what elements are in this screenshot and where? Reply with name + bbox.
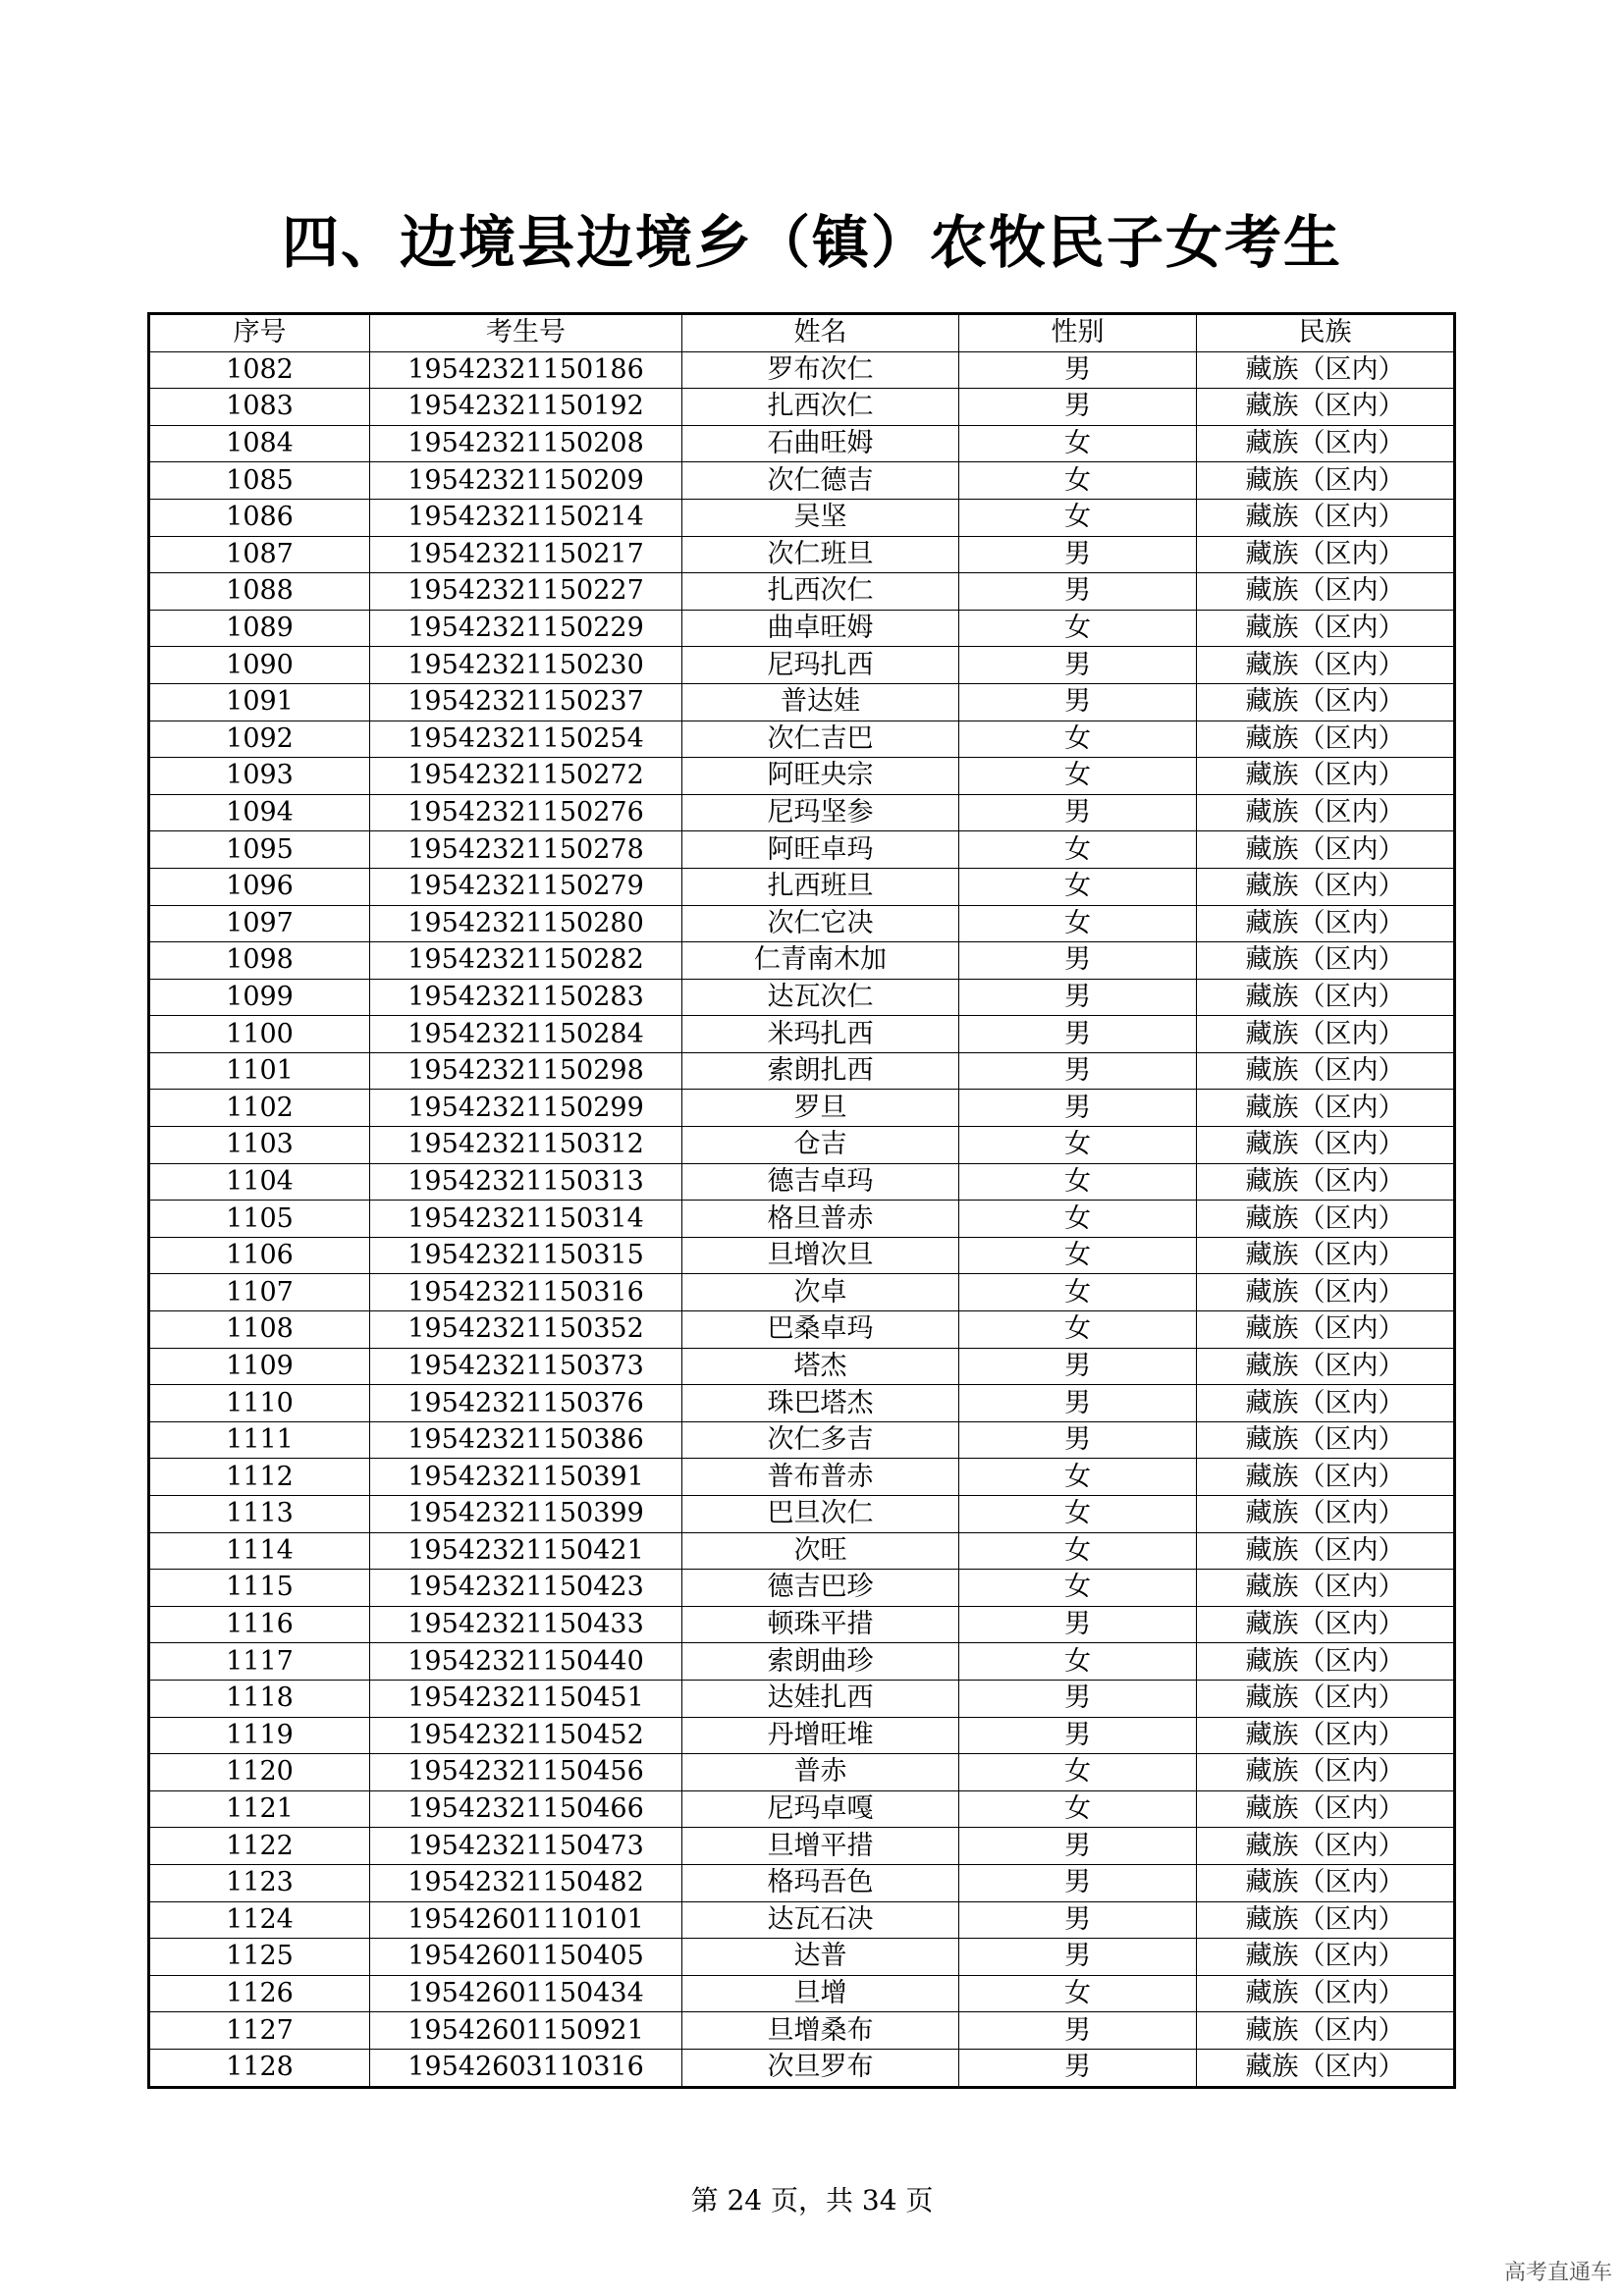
cell-ethnicity: 藏族（区内） [1197, 499, 1455, 536]
cell-index: 1082 [149, 351, 370, 389]
cell-index: 1095 [149, 831, 370, 869]
cell-ethnicity: 藏族（区内） [1197, 647, 1455, 684]
cell-index: 1116 [149, 1606, 370, 1643]
cell-index: 1108 [149, 1311, 370, 1349]
cell-gender: 男 [959, 2012, 1197, 2050]
cell-candidate-number: 19542321150473 [370, 1828, 682, 1865]
cell-candidate-number: 19542321150316 [370, 1274, 682, 1311]
cell-name: 罗旦 [682, 1090, 959, 1127]
cell-name: 旦增桑布 [682, 2012, 959, 2050]
cell-index: 1099 [149, 979, 370, 1016]
cell-index: 1123 [149, 1864, 370, 1901]
table-row [149, 1421, 1455, 1459]
cell-ethnicity: 藏族（区内） [1197, 1127, 1455, 1164]
cell-candidate-number: 19542321150352 [370, 1311, 682, 1349]
cell-ethnicity: 藏族（区内） [1197, 868, 1455, 905]
cell-name: 丹增旺堆 [682, 1717, 959, 1754]
cell-index: 1107 [149, 1274, 370, 1311]
cell-candidate-number: 19542321150466 [370, 1790, 682, 1828]
table-row [149, 979, 1455, 1016]
table-row [149, 1385, 1455, 1422]
cell-candidate-number: 19542321150299 [370, 1090, 682, 1127]
cell-name: 达娃扎西 [682, 1680, 959, 1717]
candidate-table [147, 312, 1456, 2089]
cell-name: 石曲旺姆 [682, 425, 959, 462]
table-row [149, 1717, 1455, 1754]
cell-ethnicity: 藏族（区内） [1197, 425, 1455, 462]
cell-gender: 女 [959, 1201, 1197, 1238]
cell-name: 米玛扎西 [682, 1016, 959, 1053]
cell-candidate-number: 19542321150376 [370, 1385, 682, 1422]
header-name: 姓名 [682, 314, 959, 352]
cell-name: 阿旺央宗 [682, 758, 959, 795]
cell-candidate-number: 19542321150280 [370, 905, 682, 942]
header-ethnicity: 民族 [1197, 314, 1455, 352]
table-row [149, 1052, 1455, 1090]
cell-index: 1113 [149, 1496, 370, 1533]
header-index: 序号 [149, 314, 370, 352]
cell-candidate-number: 19542321150315 [370, 1237, 682, 1274]
cell-index: 1112 [149, 1459, 370, 1496]
table-row [149, 1016, 1455, 1053]
cell-gender: 男 [959, 1901, 1197, 1939]
table-row [149, 794, 1455, 831]
cell-ethnicity: 藏族（区内） [1197, 1274, 1455, 1311]
cell-gender: 女 [959, 1127, 1197, 1164]
cell-ethnicity: 藏族（区内） [1197, 1643, 1455, 1681]
cell-candidate-number: 19542321150208 [370, 425, 682, 462]
cell-name: 旦增平措 [682, 1828, 959, 1865]
table-body [149, 351, 1455, 2087]
cell-ethnicity: 藏族（区内） [1197, 979, 1455, 1016]
cell-name: 次仁吉巴 [682, 721, 959, 758]
table-row [149, 1163, 1455, 1201]
cell-candidate-number: 19542321150421 [370, 1532, 682, 1570]
cell-index: 1098 [149, 942, 370, 980]
cell-ethnicity: 藏族（区内） [1197, 1016, 1455, 1053]
cell-gender: 男 [959, 2049, 1197, 2087]
cell-gender: 男 [959, 979, 1197, 1016]
cell-index: 1100 [149, 1016, 370, 1053]
cell-gender: 女 [959, 425, 1197, 462]
cell-ethnicity: 藏族（区内） [1197, 610, 1455, 647]
cell-name: 巴桑卓玛 [682, 1311, 959, 1349]
cell-candidate-number: 19542321150391 [370, 1459, 682, 1496]
cell-name: 尼玛坚参 [682, 794, 959, 831]
cell-gender: 女 [959, 1311, 1197, 1349]
cell-name: 顿珠平措 [682, 1606, 959, 1643]
cell-name: 德吉巴珍 [682, 1570, 959, 1607]
cell-name: 达普 [682, 1939, 959, 1976]
cell-gender: 女 [959, 462, 1197, 500]
table-row [149, 683, 1455, 721]
cell-gender: 女 [959, 1975, 1197, 2012]
cell-ethnicity: 藏族（区内） [1197, 1237, 1455, 1274]
cell-index: 1090 [149, 647, 370, 684]
cell-name: 次仁它决 [682, 905, 959, 942]
cell-ethnicity: 藏族（区内） [1197, 2049, 1455, 2087]
cell-name: 普赤 [682, 1754, 959, 1791]
cell-index: 1103 [149, 1127, 370, 1164]
cell-candidate-number: 19542321150229 [370, 610, 682, 647]
cell-candidate-number: 19542321150373 [370, 1348, 682, 1385]
table-row [149, 425, 1455, 462]
cell-gender: 女 [959, 1790, 1197, 1828]
cell-index: 1124 [149, 1901, 370, 1939]
table-row [149, 942, 1455, 980]
cell-index: 1093 [149, 758, 370, 795]
cell-index: 1104 [149, 1163, 370, 1201]
cell-candidate-number: 19542321150278 [370, 831, 682, 869]
cell-gender: 女 [959, 1459, 1197, 1496]
cell-index: 1111 [149, 1421, 370, 1459]
cell-index: 1121 [149, 1790, 370, 1828]
table-row [149, 351, 1455, 389]
table-row [149, 831, 1455, 869]
cell-gender: 男 [959, 1939, 1197, 1976]
cell-name: 次仁德吉 [682, 462, 959, 500]
cell-gender: 女 [959, 1274, 1197, 1311]
cell-candidate-number: 19542321150276 [370, 794, 682, 831]
cell-gender: 女 [959, 1496, 1197, 1533]
page-title: 四、边境县边境乡（镇）农牧民子女考生 [281, 209, 1342, 276]
cell-index: 1110 [149, 1385, 370, 1422]
cell-ethnicity: 藏族（区内） [1197, 1052, 1455, 1090]
cell-candidate-number: 19542321150423 [370, 1570, 682, 1607]
cell-gender: 男 [959, 1828, 1197, 1865]
cell-candidate-number: 19542321150279 [370, 868, 682, 905]
cell-gender: 女 [959, 610, 1197, 647]
cell-gender: 女 [959, 1532, 1197, 1570]
table-row [149, 1901, 1455, 1939]
cell-name: 次卓 [682, 1274, 959, 1311]
table-row [149, 647, 1455, 684]
table-row [149, 1864, 1455, 1901]
table-header [149, 314, 1455, 352]
table-row [149, 1348, 1455, 1385]
cell-name: 普布普赤 [682, 1459, 959, 1496]
cell-candidate-number: 19542321150456 [370, 1754, 682, 1791]
cell-gender: 男 [959, 1016, 1197, 1053]
cell-index: 1125 [149, 1939, 370, 1976]
cell-index: 1122 [149, 1828, 370, 1865]
cell-index: 1115 [149, 1570, 370, 1607]
cell-candidate-number: 19542601150405 [370, 1939, 682, 1976]
cell-name: 扎西班旦 [682, 868, 959, 905]
cell-ethnicity: 藏族（区内） [1197, 1570, 1455, 1607]
cell-name: 次旦罗布 [682, 2049, 959, 2087]
cell-ethnicity: 藏族（区内） [1197, 1606, 1455, 1643]
cell-index: 1117 [149, 1643, 370, 1681]
cell-ethnicity: 藏族（区内） [1197, 794, 1455, 831]
cell-candidate-number: 19542321150186 [370, 351, 682, 389]
cell-ethnicity: 藏族（区内） [1197, 1090, 1455, 1127]
cell-candidate-number: 19542321150312 [370, 1127, 682, 1164]
cell-index: 1118 [149, 1680, 370, 1717]
table-row [149, 1975, 1455, 2012]
cell-gender: 女 [959, 758, 1197, 795]
cell-gender: 女 [959, 499, 1197, 536]
cell-candidate-number: 19542321150452 [370, 1717, 682, 1754]
page-footer: 第 24 页，共 34 页 [690, 2184, 934, 2216]
cell-ethnicity: 藏族（区内） [1197, 1532, 1455, 1570]
table-row [149, 499, 1455, 536]
cell-index: 1102 [149, 1090, 370, 1127]
cell-name: 扎西次仁 [682, 573, 959, 611]
cell-candidate-number: 19542321150214 [370, 499, 682, 536]
cell-ethnicity: 藏族（区内） [1197, 1201, 1455, 1238]
table-row [149, 389, 1455, 426]
cell-name: 德吉卓玛 [682, 1163, 959, 1201]
cell-ethnicity: 藏族（区内） [1197, 1828, 1455, 1865]
cell-gender: 男 [959, 1052, 1197, 1090]
cell-candidate-number: 19542321150298 [370, 1052, 682, 1090]
cell-ethnicity: 藏族（区内） [1197, 831, 1455, 869]
cell-ethnicity: 藏族（区内） [1197, 1754, 1455, 1791]
cell-index: 1106 [149, 1237, 370, 1274]
table-row [149, 1606, 1455, 1643]
cell-index: 1127 [149, 2012, 370, 2050]
table-row [149, 905, 1455, 942]
cell-gender: 男 [959, 647, 1197, 684]
cell-candidate-number: 19542321150386 [370, 1421, 682, 1459]
cell-ethnicity: 藏族（区内） [1197, 1717, 1455, 1754]
cell-name: 尼玛扎西 [682, 647, 959, 684]
cell-gender: 男 [959, 683, 1197, 721]
cell-ethnicity: 藏族（区内） [1197, 536, 1455, 573]
header-gender: 性别 [959, 314, 1197, 352]
table-row [149, 1311, 1455, 1349]
cell-index: 1119 [149, 1717, 370, 1754]
table-row [149, 1680, 1455, 1717]
cell-ethnicity: 藏族（区内） [1197, 721, 1455, 758]
table-row [149, 1939, 1455, 1976]
table-row [149, 1828, 1455, 1865]
cell-name: 次仁班旦 [682, 536, 959, 573]
table-row [149, 2049, 1455, 2087]
cell-candidate-number: 19542601150921 [370, 2012, 682, 2050]
cell-name: 曲卓旺姆 [682, 610, 959, 647]
cell-name: 索朗扎西 [682, 1052, 959, 1090]
cell-name: 次旺 [682, 1532, 959, 1570]
cell-gender: 男 [959, 536, 1197, 573]
watermark: 高考直通车 [1503, 2261, 1612, 2285]
cell-ethnicity: 藏族（区内） [1197, 389, 1455, 426]
cell-candidate-number: 19542321150482 [370, 1864, 682, 1901]
table-row [149, 1237, 1455, 1274]
cell-candidate-number: 19542321150451 [370, 1680, 682, 1717]
cell-ethnicity: 藏族（区内） [1197, 942, 1455, 980]
cell-candidate-number: 19542321150399 [370, 1496, 682, 1533]
cell-name: 吴坚 [682, 499, 959, 536]
cell-name: 索朗曲珍 [682, 1643, 959, 1681]
table-row [149, 610, 1455, 647]
cell-gender: 女 [959, 1754, 1197, 1791]
cell-ethnicity: 藏族（区内） [1197, 462, 1455, 500]
cell-index: 1097 [149, 905, 370, 942]
cell-ethnicity: 藏族（区内） [1197, 1421, 1455, 1459]
cell-candidate-number: 19542321150227 [370, 573, 682, 611]
header-candidate-number: 考生号 [370, 314, 682, 352]
cell-index: 1083 [149, 389, 370, 426]
cell-index: 1084 [149, 425, 370, 462]
cell-candidate-number: 19542601150434 [370, 1975, 682, 2012]
cell-index: 1114 [149, 1532, 370, 1570]
table-row [149, 1532, 1455, 1570]
cell-gender: 男 [959, 794, 1197, 831]
cell-gender: 男 [959, 1348, 1197, 1385]
cell-name: 塔杰 [682, 1348, 959, 1385]
table-row [149, 1459, 1455, 1496]
cell-candidate-number: 19542321150192 [370, 389, 682, 426]
cell-ethnicity: 藏族（区内） [1197, 1459, 1455, 1496]
cell-candidate-number: 19542321150237 [370, 683, 682, 721]
cell-gender: 男 [959, 1864, 1197, 1901]
cell-gender: 男 [959, 1385, 1197, 1422]
cell-candidate-number: 19542321150217 [370, 536, 682, 573]
table-row [149, 758, 1455, 795]
cell-name: 格玛吾色 [682, 1864, 959, 1901]
cell-index: 1085 [149, 462, 370, 500]
cell-gender: 女 [959, 721, 1197, 758]
cell-index: 1096 [149, 868, 370, 905]
table-row [149, 573, 1455, 611]
cell-candidate-number: 19542321150433 [370, 1606, 682, 1643]
cell-index: 1120 [149, 1754, 370, 1791]
cell-ethnicity: 藏族（区内） [1197, 1975, 1455, 2012]
cell-gender: 女 [959, 831, 1197, 869]
cell-candidate-number: 19542321150440 [370, 1643, 682, 1681]
cell-name: 旦增次旦 [682, 1237, 959, 1274]
cell-ethnicity: 藏族（区内） [1197, 1901, 1455, 1939]
cell-candidate-number: 19542321150313 [370, 1163, 682, 1201]
cell-ethnicity: 藏族（区内） [1197, 2012, 1455, 2050]
cell-gender: 男 [959, 1421, 1197, 1459]
cell-gender: 女 [959, 1643, 1197, 1681]
cell-index: 1109 [149, 1348, 370, 1385]
table-row [149, 1754, 1455, 1791]
cell-index: 1086 [149, 499, 370, 536]
table-row [149, 2012, 1455, 2050]
cell-candidate-number: 19542321150272 [370, 758, 682, 795]
cell-candidate-number: 19542321150254 [370, 721, 682, 758]
cell-gender: 男 [959, 351, 1197, 389]
cell-ethnicity: 藏族（区内） [1197, 1311, 1455, 1349]
cell-gender: 女 [959, 1237, 1197, 1274]
table-row [149, 1274, 1455, 1311]
cell-candidate-number: 19542601110101 [370, 1901, 682, 1939]
cell-ethnicity: 藏族（区内） [1197, 1348, 1455, 1385]
cell-name: 仓吉 [682, 1127, 959, 1164]
cell-ethnicity: 藏族（区内） [1197, 1496, 1455, 1533]
cell-gender: 男 [959, 1680, 1197, 1717]
cell-name: 巴旦次仁 [682, 1496, 959, 1533]
table-row [149, 1790, 1455, 1828]
cell-candidate-number: 19542603110316 [370, 2049, 682, 2087]
cell-ethnicity: 藏族（区内） [1197, 1939, 1455, 1976]
cell-index: 1092 [149, 721, 370, 758]
cell-gender: 男 [959, 942, 1197, 980]
cell-name: 罗布次仁 [682, 351, 959, 389]
header-row [149, 314, 1455, 352]
cell-name: 阿旺卓玛 [682, 831, 959, 869]
cell-candidate-number: 19542321150230 [370, 647, 682, 684]
cell-candidate-number: 19542321150284 [370, 1016, 682, 1053]
cell-ethnicity: 藏族（区内） [1197, 758, 1455, 795]
cell-index: 1105 [149, 1201, 370, 1238]
cell-ethnicity: 藏族（区内） [1197, 1680, 1455, 1717]
table-row [149, 1496, 1455, 1533]
table-row [149, 1570, 1455, 1607]
cell-gender: 男 [959, 1090, 1197, 1127]
table-row [149, 536, 1455, 573]
table-row [149, 1643, 1455, 1681]
cell-ethnicity: 藏族（区内） [1197, 351, 1455, 389]
table-row [149, 1127, 1455, 1164]
cell-gender: 女 [959, 905, 1197, 942]
cell-index: 1091 [149, 683, 370, 721]
cell-gender: 男 [959, 1606, 1197, 1643]
cell-name: 旦增 [682, 1975, 959, 2012]
table-row [149, 462, 1455, 500]
table-row [149, 868, 1455, 905]
cell-ethnicity: 藏族（区内） [1197, 1864, 1455, 1901]
cell-index: 1087 [149, 536, 370, 573]
cell-gender: 男 [959, 573, 1197, 611]
cell-gender: 女 [959, 868, 1197, 905]
cell-gender: 男 [959, 389, 1197, 426]
cell-name: 尼玛卓嘎 [682, 1790, 959, 1828]
table-row [149, 721, 1455, 758]
cell-index: 1089 [149, 610, 370, 647]
cell-candidate-number: 19542321150283 [370, 979, 682, 1016]
cell-gender: 女 [959, 1163, 1197, 1201]
cell-candidate-number: 19542321150314 [370, 1201, 682, 1238]
cell-index: 1088 [149, 573, 370, 611]
cell-name: 珠巴塔杰 [682, 1385, 959, 1422]
cell-ethnicity: 藏族（区内） [1197, 1163, 1455, 1201]
cell-name: 达瓦石决 [682, 1901, 959, 1939]
cell-ethnicity: 藏族（区内） [1197, 905, 1455, 942]
cell-index: 1126 [149, 1975, 370, 2012]
cell-name: 普达娃 [682, 683, 959, 721]
cell-name: 次仁多吉 [682, 1421, 959, 1459]
cell-ethnicity: 藏族（区内） [1197, 683, 1455, 721]
cell-gender: 男 [959, 1717, 1197, 1754]
cell-name: 扎西次仁 [682, 389, 959, 426]
cell-ethnicity: 藏族（区内） [1197, 1790, 1455, 1828]
cell-candidate-number: 19542321150282 [370, 942, 682, 980]
cell-ethnicity: 藏族（区内） [1197, 573, 1455, 611]
cell-index: 1101 [149, 1052, 370, 1090]
cell-name: 格旦普赤 [682, 1201, 959, 1238]
table-row [149, 1201, 1455, 1238]
cell-name: 达瓦次仁 [682, 979, 959, 1016]
cell-candidate-number: 19542321150209 [370, 462, 682, 500]
cell-ethnicity: 藏族（区内） [1197, 1385, 1455, 1422]
cell-index: 1128 [149, 2049, 370, 2087]
cell-name: 仁青南木加 [682, 942, 959, 980]
table-row [149, 1090, 1455, 1127]
cell-index: 1094 [149, 794, 370, 831]
cell-gender: 女 [959, 1570, 1197, 1607]
